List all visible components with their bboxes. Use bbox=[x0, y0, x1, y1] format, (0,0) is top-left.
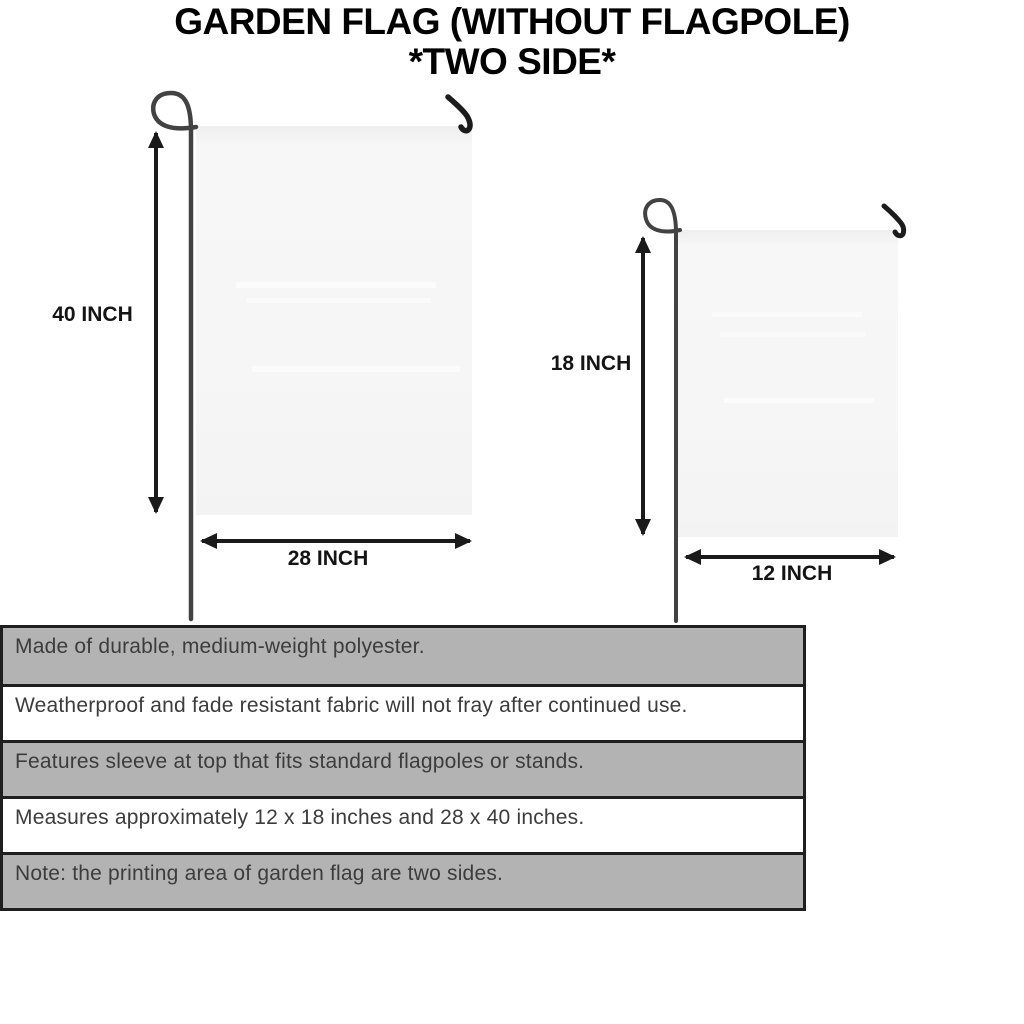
feature-row: Note: the printing area of garden flag are two sides. bbox=[3, 852, 803, 908]
large-flag bbox=[196, 126, 472, 515]
small-flag-wrinkle bbox=[720, 332, 865, 337]
page-title: GARDEN FLAG (WITHOUT FLAGPOLE) bbox=[174, 1, 850, 42]
large-flag-group bbox=[153, 93, 472, 619]
large-flag-width-label: 28 INCH bbox=[287, 547, 369, 570]
large-flag-hook bbox=[448, 97, 470, 131]
small-flagpole bbox=[645, 200, 680, 621]
small-flag-group bbox=[643, 200, 904, 621]
small-flag-height-label: 18 INCH bbox=[550, 352, 632, 375]
large-flag-wrinkle bbox=[236, 282, 436, 288]
small-flag-width-label: 12 INCH bbox=[751, 562, 833, 585]
feature-row: Weatherproof and fade resistant fabric will not fray after continued use. bbox=[3, 684, 803, 740]
feature-table bbox=[0, 625, 806, 911]
small-flag-wrinkle bbox=[724, 398, 874, 403]
small-flag-wrinkle bbox=[712, 312, 862, 317]
large-flag-height-label: 40 INCH bbox=[52, 303, 133, 326]
large-flag-wrinkle bbox=[252, 366, 460, 372]
large-flagpole bbox=[153, 93, 196, 619]
feature-row: Features sleeve at top that fits standard flagpoles or stands. bbox=[3, 740, 803, 796]
feature-row: Measures approximately 12 x 18 inches and 28 x 40 inches. bbox=[3, 796, 803, 852]
feature-row: Made of durable, medium-weight polyester. bbox=[3, 628, 803, 684]
small-flag bbox=[678, 230, 898, 537]
large-flag-wrinkle bbox=[246, 298, 431, 303]
page-subtitle: *TWO SIDE* bbox=[408, 41, 616, 82]
